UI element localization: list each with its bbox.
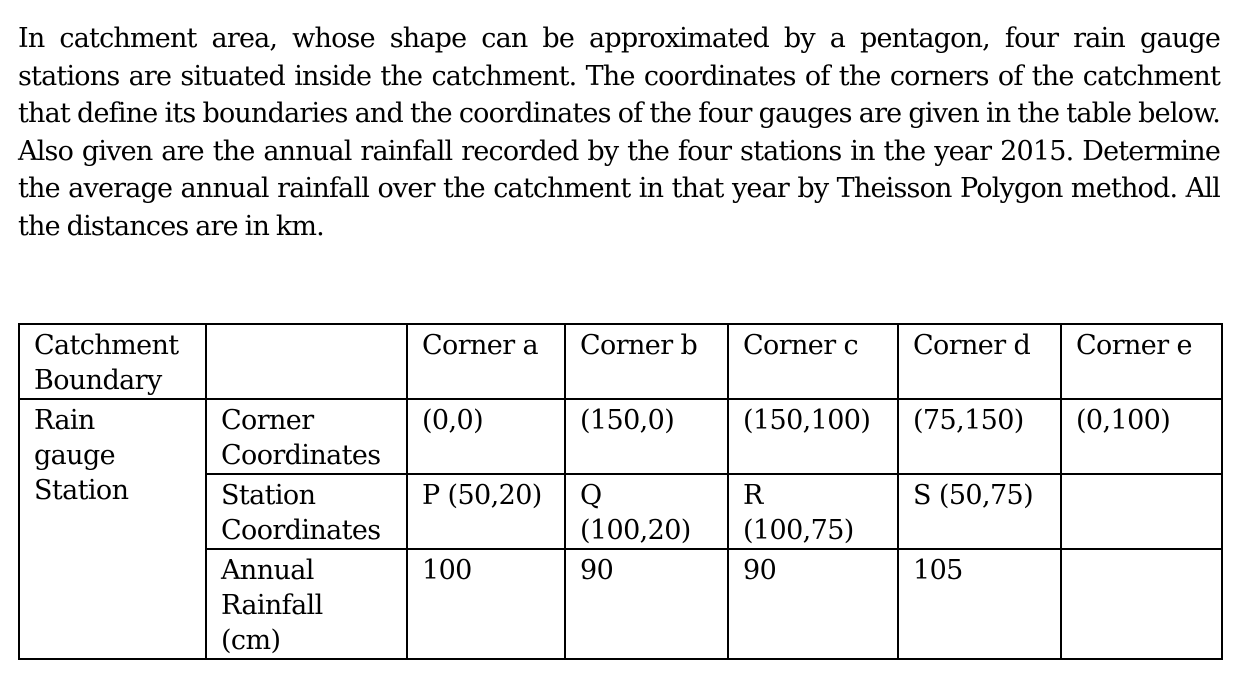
rain-gauge-station-label — [19, 399, 206, 659]
catchment-boundary-label — [19, 324, 206, 399]
cell-line: S (50,75) — [913, 480, 1034, 511]
station-q-coordinates — [565, 474, 728, 549]
corner-coordinates-label — [206, 399, 407, 474]
cell-line: P (50,20) — [422, 480, 542, 511]
station-s-coordinates — [898, 474, 1061, 549]
group-label-line: Rain — [34, 405, 95, 436]
header-corner-e: Corner e — [1061, 324, 1222, 399]
empty-rainfall-cell — [1061, 549, 1222, 659]
row-label-line: Annual — [221, 555, 314, 586]
rainfall-p: 100 — [407, 549, 565, 659]
row-label-line: Station — [221, 480, 316, 511]
row-label-line: Coordinates — [221, 515, 381, 546]
annual-rainfall-label — [206, 549, 407, 659]
header-corner-c: Corner c — [728, 324, 898, 399]
cell-line: R — [743, 480, 763, 511]
header-corner-b: Corner b — [565, 324, 728, 399]
empty-header-cell — [206, 324, 407, 399]
row-label-line: Coordinates — [221, 440, 381, 471]
empty-station-cell — [1061, 474, 1222, 549]
row-label-line: Rainfall — [221, 590, 323, 621]
station-r-coordinates — [728, 474, 898, 549]
rainfall-r: 90 — [728, 549, 898, 659]
group-label-line: Station — [34, 475, 129, 506]
corner-e-coordinates: (0,100) — [1061, 399, 1222, 474]
corner-a-coordinates: (0,0) — [407, 399, 565, 474]
corner-c-coordinates: (150,100) — [728, 399, 898, 474]
station-p-coordinates — [407, 474, 565, 549]
group-label-line: gauge — [34, 440, 116, 471]
data-table — [18, 323, 1223, 660]
station-coordinates-label — [206, 474, 407, 549]
boundary-label-line: Boundary — [34, 365, 162, 396]
header-corner-a: Corner a — [407, 324, 565, 399]
header-corner-d: Corner d — [898, 324, 1061, 399]
corner-d-coordinates: (75,150) — [898, 399, 1061, 474]
header-row — [19, 324, 1222, 399]
corner-coordinates-row — [19, 399, 1222, 474]
row-label-line: (cm) — [221, 625, 281, 656]
catchment-label-line: Catchment — [34, 330, 179, 361]
rainfall-s: 105 — [898, 549, 1061, 659]
row-label-line: Corner — [221, 405, 314, 436]
corner-b-coordinates: (150,0) — [565, 399, 728, 474]
cell-line: (100,20) — [580, 515, 691, 546]
rainfall-q: 90 — [565, 549, 728, 659]
problem-statement: In catchment area, whose shape can be approximated by a pentagon, four rain gauge stations are situated inside the catchment. The coordinates of the corners of the catchment that define its boundaries and the coordinates of the four gauges are given in the table below. Also given are the annual rainfall recorded by the four stations in the year 2015. Determine the average annual rainfall over the catchment in that year by Theisson Polygon method. All the distances are in km. — [18, 23, 1220, 242]
cell-line: (100,75) — [743, 515, 854, 546]
cell-line: Q — [580, 480, 602, 511]
